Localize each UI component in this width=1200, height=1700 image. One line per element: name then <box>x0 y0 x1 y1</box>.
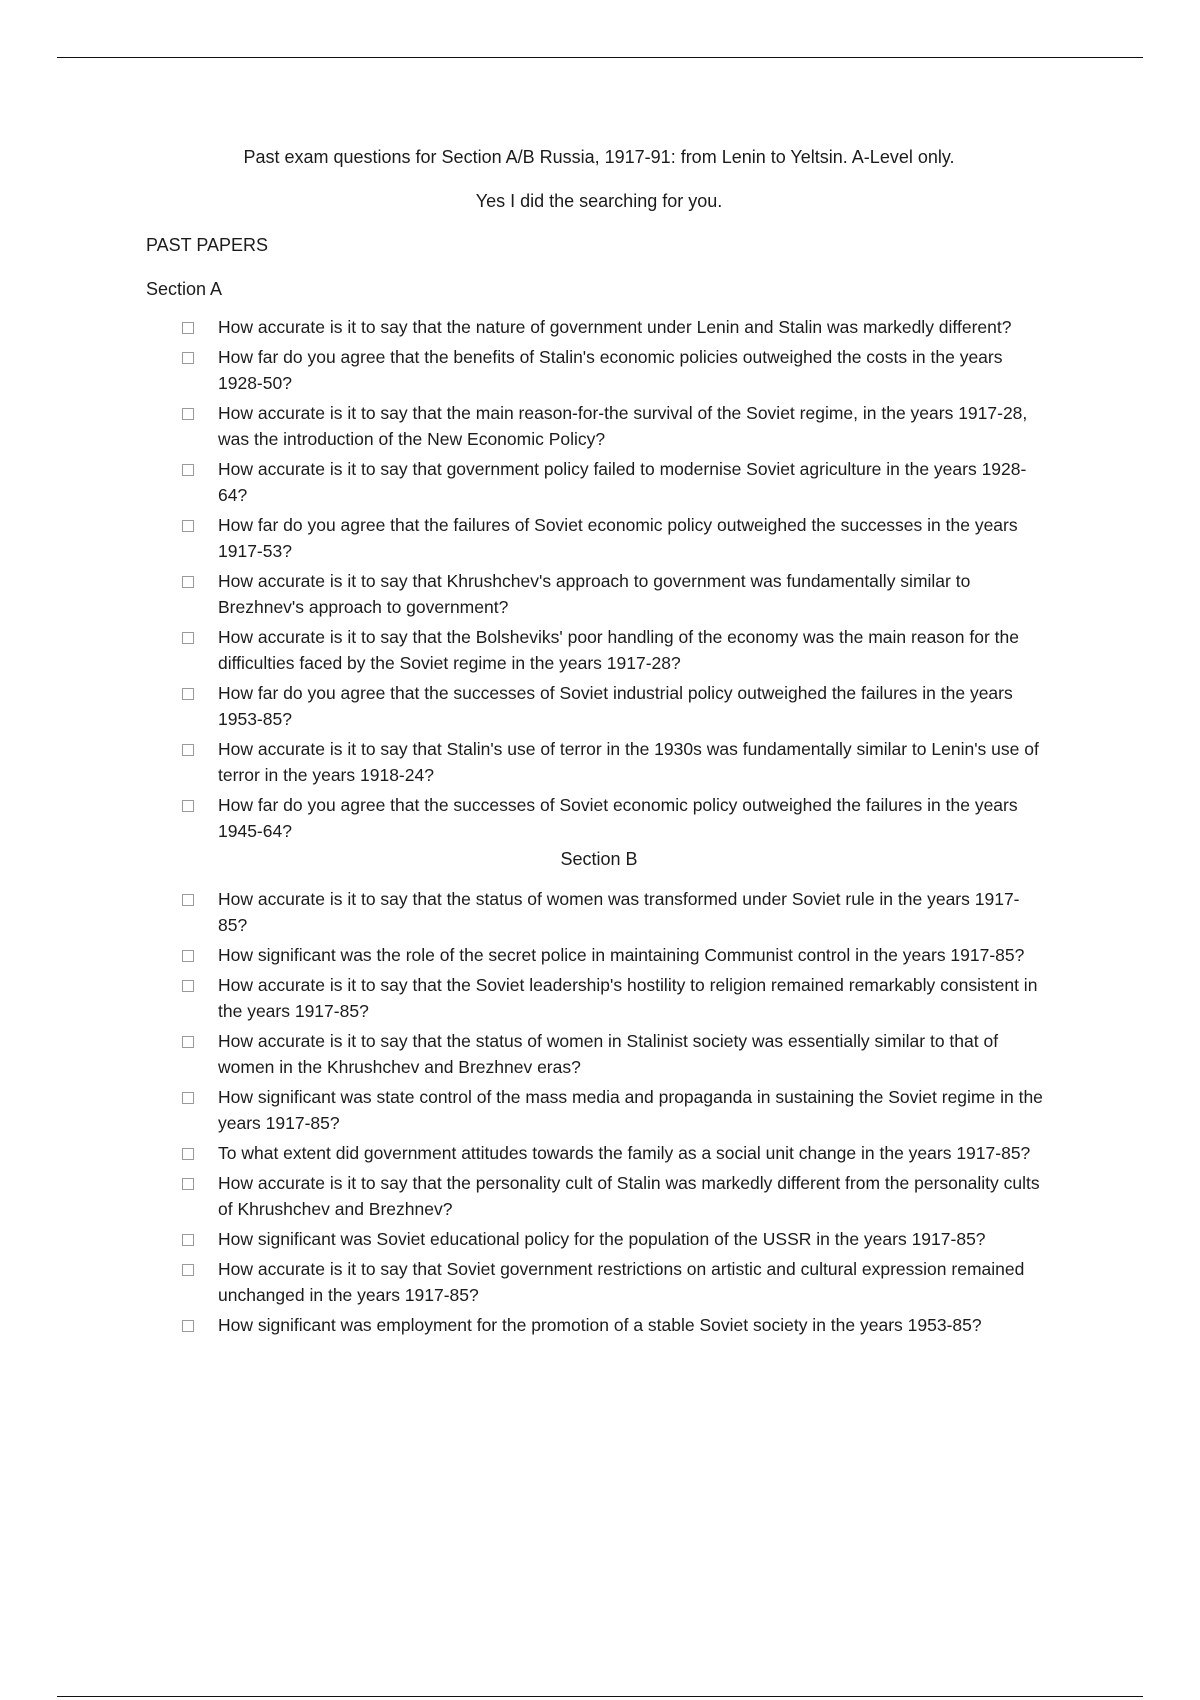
question-text: How accurate is it to say that the status of women was transformed under Soviet rule in the years 1917-85? <box>218 889 1020 935</box>
question-text: How accurate is it to say that government policy failed to modernise Soviet agriculture in the years 1928-64? <box>218 459 1027 505</box>
checkbox-icon <box>182 1148 194 1160</box>
question-text: How far do you agree that the benefits of Stalin's economic policies outweighed the costs in the years 1928-50? <box>218 347 1003 393</box>
checkbox-icon <box>182 744 194 756</box>
checkbox-icon <box>182 1178 194 1190</box>
document-body <box>146 146 1052 1342</box>
question-text: How accurate is it to say that Khrushchev's approach to government was fundamentally similar to Brezhnev's approach to government? <box>218 571 971 617</box>
question-text: How accurate is it to say that Soviet government restrictions on artistic and cultural expression remained unchanged in the years 1917-85? <box>218 1259 1025 1305</box>
list-item <box>182 1084 1052 1136</box>
list-item <box>182 456 1052 508</box>
checkbox-icon <box>182 352 194 364</box>
list-item <box>182 624 1052 676</box>
checkbox-icon <box>182 1036 194 1048</box>
document-subtitle: Yes I did the searching for you. <box>475 191 723 211</box>
checkbox-icon <box>182 688 194 700</box>
checkbox-icon <box>182 632 194 644</box>
list-item <box>182 1140 1052 1166</box>
question-text: How far do you agree that the successes of Soviet economic policy outweighed the failures in the years 1945-64? <box>218 795 1018 841</box>
list-item <box>182 680 1052 732</box>
question-text: How accurate is it to say that the personality cult of Stalin was markedly different from the personality cults of Khrushchev and Brezhnev? <box>218 1173 1040 1219</box>
checkbox-icon <box>182 1234 194 1246</box>
list-item <box>182 344 1052 396</box>
list-item <box>182 972 1052 1024</box>
question-text: How accurate is it to say that the nature of government under Lenin and Stalin was markedly different? <box>218 317 1012 337</box>
list-item <box>182 1312 1052 1338</box>
checkbox-icon <box>182 1320 194 1332</box>
list-item <box>182 512 1052 564</box>
question-text: How accurate is it to say that the Soviet leadership's hostility to religion remained remarkably consistent in the years 1917-85? <box>218 975 1038 1021</box>
list-item <box>182 568 1052 620</box>
list-item <box>182 314 1052 340</box>
list-item <box>182 792 1052 844</box>
checkbox-icon <box>182 322 194 334</box>
question-text: How significant was state control of the mass media and propaganda in sustaining the Soviet regime in the years 1917-85? <box>218 1087 1043 1133</box>
question-text: How significant was the role of the secret police in maintaining Communist control in the years 1917-85? <box>218 945 1025 965</box>
top-rule <box>57 57 1143 58</box>
question-text: How accurate is it to say that the Bolsheviks' poor handling of the economy was the main reason for the difficulties faced by the Soviet regime in the years 1917-28? <box>218 627 1019 673</box>
checkbox-icon <box>182 408 194 420</box>
list-item <box>182 1256 1052 1308</box>
document-title: Past exam questions for Section A/B Russia, 1917-91: from Lenin to Yeltsin. A-Level only. <box>243 147 955 167</box>
bottom-rule <box>57 1696 1143 1697</box>
checkbox-icon <box>182 1092 194 1104</box>
question-text: How significant was employment for the promotion of a stable Soviet society in the years 1953-85? <box>218 1315 982 1335</box>
list-item <box>182 1226 1052 1252</box>
list-item <box>182 1170 1052 1222</box>
list-item <box>182 886 1052 938</box>
checkbox-icon <box>182 980 194 992</box>
checkbox-icon <box>182 800 194 812</box>
list-item <box>182 1028 1052 1080</box>
section-b-heading: Section B <box>560 849 638 869</box>
question-text: How accurate is it to say that the status of women in Stalinist society was essentially similar to that of women in the Khrushchev and Brezhnev eras? <box>218 1031 999 1077</box>
question-text: How significant was Soviet educational policy for the population of the USSR in the years 1917-85? <box>218 1229 986 1249</box>
checkbox-icon <box>182 1264 194 1276</box>
question-text: How accurate is it to say that the main reason-for-the survival of the Soviet regime, in the years 1917-28, was the introduction of the New Economic Policy? <box>218 403 1028 449</box>
section-a-heading: Section A <box>146 279 223 299</box>
list-item <box>182 736 1052 788</box>
list-item <box>182 400 1052 452</box>
question-text: To what extent did government attitudes towards the family as a social unit change in the years 1917-85? <box>218 1143 1031 1163</box>
past-papers-heading: PAST PAPERS <box>146 235 269 255</box>
checkbox-icon <box>182 464 194 476</box>
question-text: How far do you agree that the failures of Soviet economic policy outweighed the successes in the years 1917-53? <box>218 515 1018 561</box>
checkbox-icon <box>182 894 194 906</box>
question-text: How far do you agree that the successes of Soviet industrial policy outweighed the failures in the years 1953-85? <box>218 683 1013 729</box>
list-item <box>182 942 1052 968</box>
checkbox-icon <box>182 520 194 532</box>
section-b-list <box>146 886 1052 1338</box>
section-a-list <box>146 314 1052 844</box>
checkbox-icon <box>182 950 194 962</box>
checkbox-icon <box>182 576 194 588</box>
question-text: How accurate is it to say that Stalin's use of terror in the 1930s was fundamentally similar to Lenin's use of terror in the years 1918-24? <box>218 739 1039 785</box>
